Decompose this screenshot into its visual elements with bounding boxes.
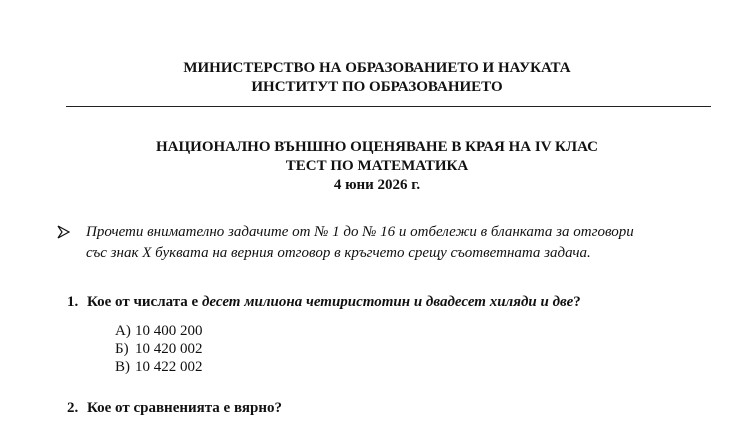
institute-heading: ИНСТИТУТ ПО ОБРАЗОВАНИЕТО bbox=[251, 79, 503, 95]
question-number: 1. bbox=[67, 294, 79, 310]
option-value: 10 420 002 bbox=[135, 341, 203, 357]
question-text-end: ? bbox=[573, 294, 581, 310]
question-1 bbox=[67, 292, 581, 312]
answer-option-b[interactable] bbox=[115, 340, 203, 358]
question-text-emphasis: десет милиона четиристотин и двадесет хиляди и две bbox=[201, 294, 574, 310]
ministry-heading: МИНИСТЕРСТВО НА ОБРАЗОВАНИЕТО И НАУКАТА bbox=[183, 60, 571, 76]
question-number: 2. bbox=[67, 400, 79, 416]
option-value: 10 400 200 bbox=[135, 323, 203, 339]
question-text: Кое от сравненията е вярно? bbox=[87, 400, 282, 416]
arrow-bullet-icon bbox=[57, 224, 71, 246]
answer-option-a[interactable] bbox=[115, 322, 203, 340]
header-divider bbox=[66, 106, 711, 107]
exam-subject: ТЕСТ ПО МАТЕМАТИКА bbox=[285, 158, 469, 174]
question-2 bbox=[67, 398, 282, 418]
option-letter: А) bbox=[115, 323, 131, 339]
option-letter: В) bbox=[115, 359, 130, 375]
option-value: 10 422 002 bbox=[135, 359, 203, 375]
instructions-line-1: Прочети внимателно задачите от № 1 до № 16 и отбележи в бланката за отговори bbox=[86, 224, 634, 240]
question-text: Кое от числата е bbox=[87, 294, 202, 310]
option-letter: Б) bbox=[115, 341, 129, 357]
exam-title: НАЦИОНАЛНО ВЪНШНО ОЦЕНЯВАНЕ В КРАЯ НА IV КЛАС bbox=[156, 139, 598, 155]
answer-option-c[interactable] bbox=[115, 358, 203, 376]
instructions-line-2: със знак X буквата на верния отговор в кръгчето срещу съответната задача. bbox=[86, 245, 591, 261]
exam-date: 4 юни 2026 г. bbox=[333, 177, 421, 193]
